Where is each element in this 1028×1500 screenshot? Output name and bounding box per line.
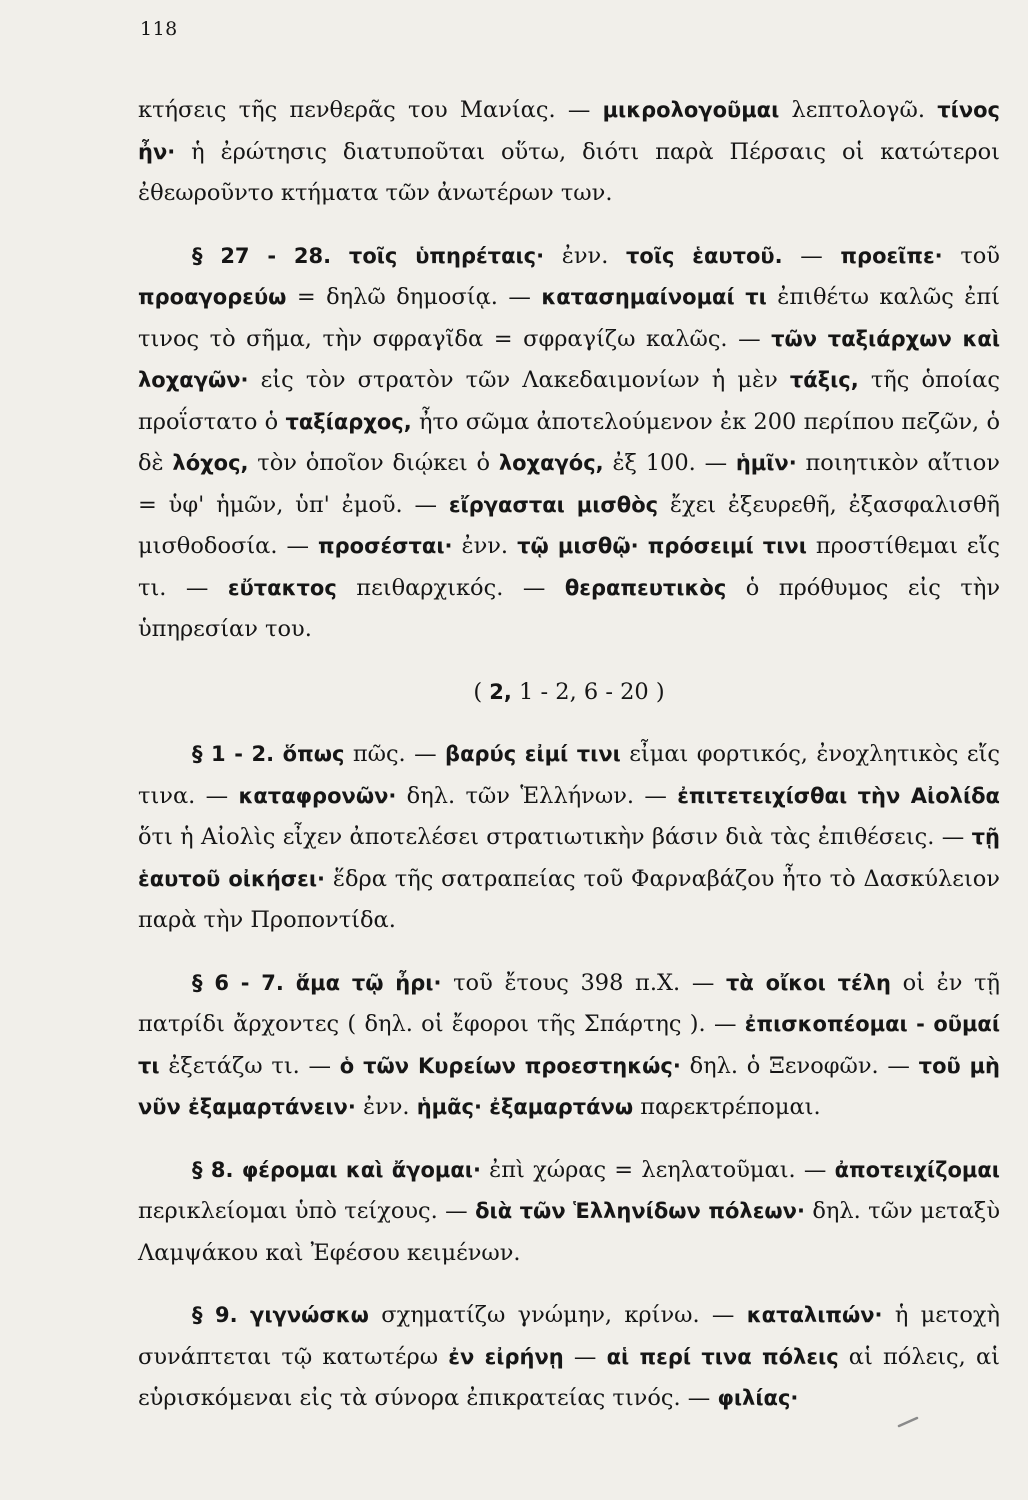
gloss-text: τοῦ [942,242,1000,269]
lemma-term: προεῖπε· [840,243,943,268]
lemma-term: θεραπευτικὸς [564,575,727,600]
gloss-text: περικλείομαι ὑπὸ τείχους. — [138,1198,476,1224]
lemma-term: 2, [489,679,512,704]
lemma-term: προσέσται· [318,534,453,558]
lemma-term: § 27 - 28. [192,243,349,268]
gloss-text: ἔχει ἐξευρεθῆ, ἐξασφαλισθῆ μισθοδοσία. — [138,491,1000,559]
lemma-term: ἐπισκοπέομαι - οῦμαί τι [138,1012,1000,1078]
lemma-term: τῶν ταξιάρχων καὶ λοχαγῶν· [138,326,1001,392]
lemma-term: εὔτακτος [227,575,337,600]
gloss-text: ἡ ἐρώτησις διατυποῦται οὕτω, διότι παρὰ Πέρσαις οἱ κατώτεροι ἐθεωροῦντο κτήματα τῶν ἀνωτέρων των. [138,138,1000,206]
lemma-term: § 6 - 7. [192,970,296,995]
lemma-term: ἅμα τῷ ἦρι· [295,970,442,995]
gloss-text: κτήσεις τῆς πενθερᾶς του Μανίας. — [138,97,603,123]
gloss-text: ἐξ 100. — [603,450,736,476]
gloss-text: ἕδρα τῆς σατραπείας τοῦ Φαρναβάζου ἦτο τὸ Δασκύλειον παρὰ τὴν Προποντίδα. [138,865,1000,933]
stray-ink-mark [897,1415,921,1429]
gloss-text: ἡ μετοχὴ συνάπτεται τῷ κατωτέρω [138,1302,1001,1370]
lemma-term: αἱ περί τινα πόλεις [606,1344,839,1369]
section-heading [138,672,1000,714]
lemma-term: προαγορεύω [138,285,287,309]
gloss-text: δηλ. τῶν Ἑλλήνων. — [396,782,678,809]
lemma-term: τὰ οἴκοι τέλη [726,970,891,995]
lemma-term: ὅπως [282,742,345,766]
gloss-text: λεπτολογῶ. [779,97,938,123]
lemma-term: ἀποτειχίζομαι [834,1157,1000,1182]
gloss-text: τοῦ ἔτους 398 π.Χ. — [441,969,726,996]
gloss-text: ποιητικὸν αἴτιον = ὑφ' ἡμῶν, ὑπ' ἐμοῦ. — [138,450,1000,518]
lemma-term: § 8. [192,1157,242,1182]
lemma-term: ἐν εἰρήνῃ [448,1344,564,1369]
commentary-paragraph [138,90,1000,215]
lemma-term: τῇ ἑαυτοῦ οἰκήσει· [138,825,1000,891]
lemma-term: φιλίας· [717,1386,799,1410]
lemma-term: μικρολογοῦμαι [602,98,780,122]
gloss-text: σχηματίζω γνώμην, κρίνω. — [368,1302,747,1328]
page-number: 118 [140,18,178,40]
lemma-term: ὁ τῶν Κυρείων προεστηκώς· [339,1053,681,1078]
gloss-text: τῆς ὁποίας προΐστατο ὁ [138,367,1000,435]
lemma-term: § 9. [192,1303,251,1327]
gloss-text: παρεκτρέπομαι. [633,1094,821,1120]
lemma-term: εἴργασται μισθὸς [448,492,659,517]
gloss-text: 1 - 2, 6 - 20 ) [511,678,665,705]
gloss-text: ἦτο σῶμα ἀποτελούμενον ἐκ 200 περίπου πεζῶν, ὁ δὲ [138,408,1000,476]
lemma-term: τῷ μισθῷ· πρόσειμί τινι [517,534,807,558]
gloss-text: — [782,242,841,269]
lemma-term: φέρομαι καὶ ἄγομαι· [241,1157,481,1182]
commentary-paragraph [138,236,1000,651]
gloss-text: οἱ ἐν τῇ πατρίδι ἄρχοντες ( δηλ. οἱ ἔφοροι τῆς Σπάρτης ). — [138,969,1000,1037]
lemma-term: τάξις, [789,368,859,392]
gloss-text: πειθαρχικός. — [336,574,565,601]
lemma-term: βαρύς εἰμί τινι [445,742,621,766]
lemma-term: § 1 - 2. [192,742,283,766]
gloss-text: ἐπὶ χώρας = λεηλατοῦμαι. — [480,1156,835,1183]
lemma-term: ἐπιτετειχίσθαι τὴν Αἰολίδα [677,783,1000,808]
lemma-term: διὰ τῶν Ἑλληνίδων πόλεων· [475,1199,805,1223]
lemma-term: τοῦ μὴ νῦν ἐξαμαρτάνειν· [138,1053,1000,1119]
page-body [138,90,1000,1420]
gloss-text: πῶς. — [344,741,446,767]
gloss-text: δηλ. ὁ Ξενοφῶν. — [680,1052,919,1079]
lemma-term: κατασημαίνομαί τι [541,285,767,309]
lemma-term: τίνος ἦν· [138,98,1000,164]
gloss-text: αἱ πόλεις, αἱ εὑρισκόμεναι εἰς τὰ σύνορα ἐπικρατείας τινός. — [138,1343,1000,1411]
gloss-text: ἐπιθέτω καλῶς ἐπί τινος τὸ σῆμα, τὴν σφραγῖδα = σφραγίζω καλῶς. — [138,284,1000,352]
commentary-paragraph [138,1150,1000,1275]
gloss-text: τὸν ὁποῖον διῴκει ὁ [248,450,499,476]
gloss-text: ἐνν. [355,1094,417,1120]
gloss-text: δηλ. τῶν μεταξὺ Λαμψάκου καὶ Ἐφέσου κειμένων. [138,1198,1000,1266]
lemma-term: λοχαγός, [498,451,604,475]
lemma-term: ἡμῖν· [735,451,797,475]
commentary-paragraph [138,734,1000,942]
gloss-text: ὅτι ἡ Αἰολὶς εἶχεν ἀποτελέσει στρατιωτικὴν βάσιν διὰ τὰς ἐπιθέσεις. — [138,824,972,850]
gloss-text: = δηλῶ δημοσίᾳ. — [286,284,542,310]
commentary-paragraph [138,963,1000,1129]
gloss-text: ὁ πρόθυμος εἰς τὴν ὑπηρεσίαν του. [138,574,1000,642]
gloss-text: ( [473,678,490,705]
lemma-term: ταξίαρχος, [285,409,412,434]
gloss-text: ἐνν. [452,533,518,559]
gloss-text: ἐξετάζω τι. — [159,1052,340,1079]
commentary-paragraph [138,1295,1000,1420]
lemma-term: γιγνώσκω [250,1303,369,1327]
lemma-term: λόχος, [172,451,249,475]
lemma-term: καταφρονῶν· [238,783,397,808]
gloss-text: προστίθεμαι εἴς τι. — [138,533,1001,601]
lemma-term: καταλιπών· [746,1303,883,1327]
gloss-text: εἶμαι φορτικός, ἐνοχλητικὸς εἴς τινα. — [138,741,1000,809]
gloss-text: — [563,1343,607,1370]
gloss-text: ἐνν. [544,242,627,269]
lemma-term: τοῖς ἑαυτοῦ. [626,243,783,268]
lemma-term: ἡμᾶς· ἐξαμαρτάνω [416,1095,634,1119]
gloss-text: εἰς τὸν στρατὸν τῶν Λακεδαιμονίων ἡ μὲν [248,367,790,393]
lemma-term: τοῖς ὑπηρέταις· [348,243,545,268]
